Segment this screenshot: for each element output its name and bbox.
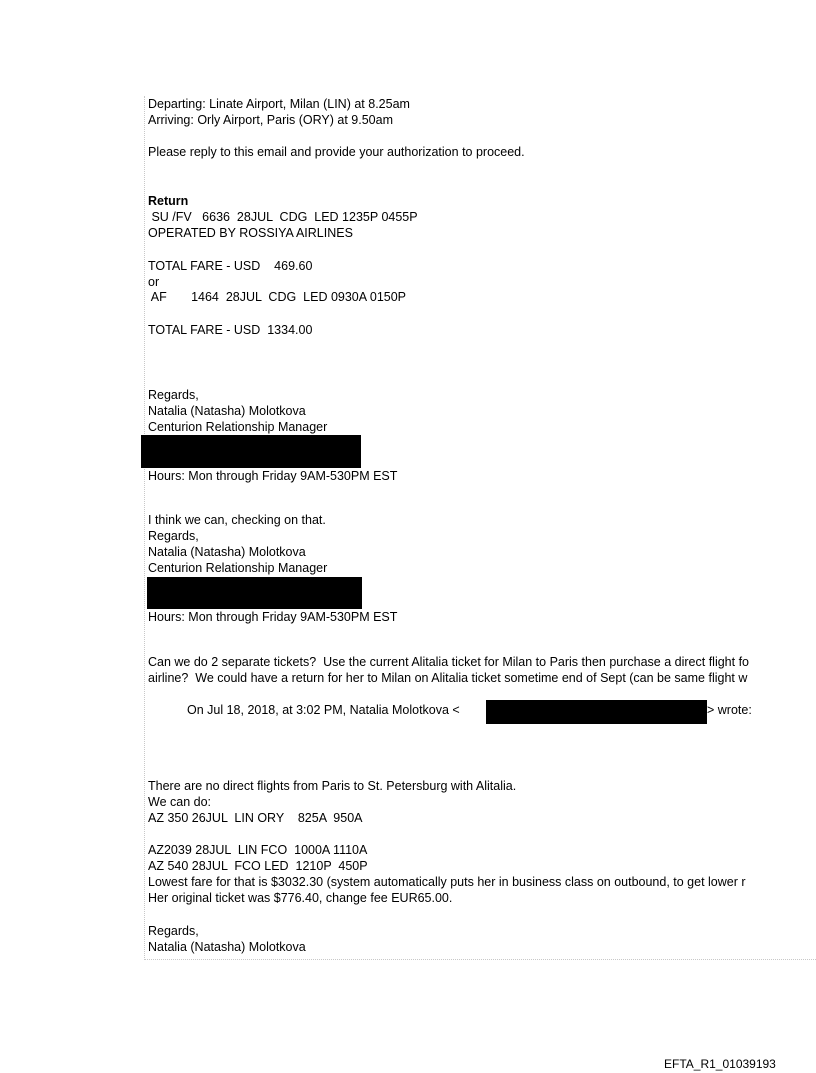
operated-by-line: OPERATED BY ROSSIYA AIRLINES bbox=[148, 226, 353, 240]
or-line: or bbox=[148, 275, 160, 289]
sig2-regards: Regards, bbox=[148, 529, 199, 543]
redaction-block bbox=[141, 435, 361, 468]
sig2-name: Natalia (Natasha) Molotkova bbox=[148, 545, 306, 559]
option-1: AZ 350 26JUL LIN ORY 825A 950A bbox=[148, 811, 363, 825]
quote-header-suffix: > wrote: bbox=[707, 703, 752, 717]
email-body bbox=[144, 96, 816, 960]
option-2: AZ2039 28JUL LIN FCO 1000A 1110A bbox=[148, 843, 368, 857]
sig1-regards: Regards, bbox=[148, 388, 199, 402]
return-flight-2: AF 1464 28JUL CDG LED 0930A 0150P bbox=[148, 290, 407, 304]
departing-line: Departing: Linate Airport, Milan (LIN) at 8.25am bbox=[148, 97, 410, 111]
original-ticket-line: Her original ticket was $776.40, change fee EUR65.00. bbox=[148, 891, 453, 905]
sig2-title: Centurion Relationship Manager bbox=[148, 561, 328, 575]
sig2-hours: Hours: Mon through Friday 9AM-530PM EST bbox=[148, 610, 398, 624]
no-direct-line: There are no direct flights from Paris to St. Petersburg with Alitalia. bbox=[148, 779, 517, 793]
total-fare-2: TOTAL FARE - USD 1334.00 bbox=[148, 323, 313, 337]
redaction-block bbox=[486, 700, 707, 724]
question-line-2: airline? We could have a return for her to Milan on Alitalia ticket sometime end of Sept (can be same flight w bbox=[148, 671, 748, 685]
sig3-regards: Regards, bbox=[148, 924, 199, 938]
document-id: EFTA_R1_01039193 bbox=[664, 1057, 776, 1071]
sig1-hours: Hours: Mon through Friday 9AM-530PM EST bbox=[148, 469, 398, 483]
redaction-block bbox=[147, 577, 362, 609]
sig1-title: Centurion Relationship Manager bbox=[148, 420, 328, 434]
option-3: AZ 540 28JUL FCO LED 1210P 450P bbox=[148, 859, 368, 873]
return-flight-1: SU /FV 6636 28JUL CDG LED 1235P 0455P bbox=[148, 210, 418, 224]
total-fare-1: TOTAL FARE - USD 469.60 bbox=[148, 259, 313, 273]
return-heading: Return bbox=[148, 194, 189, 208]
we-can-do-line: We can do: bbox=[148, 795, 212, 809]
arriving-line: Arriving: Orly Airport, Paris (ORY) at 9.50am bbox=[148, 113, 393, 127]
reply-request-line: Please reply to this email and provide your authorization to proceed. bbox=[148, 145, 525, 159]
reply2-line: I think we can, checking on that. bbox=[148, 513, 326, 527]
lowest-fare-line: Lowest fare for that is $3032.30 (system automatically puts her in business class on outbound, to get lower r bbox=[148, 875, 746, 889]
quote-header-prefix: On Jul 18, 2018, at 3:02 PM, Natalia Molotkova < bbox=[187, 703, 460, 717]
sig1-name: Natalia (Natasha) Molotkova bbox=[148, 404, 306, 418]
sig3-name: Natalia (Natasha) Molotkova bbox=[148, 940, 306, 954]
question-line-1: Can we do 2 separate tickets? Use the current Alitalia ticket for Milan to Paris then purchase a direct flight fo bbox=[148, 655, 749, 669]
